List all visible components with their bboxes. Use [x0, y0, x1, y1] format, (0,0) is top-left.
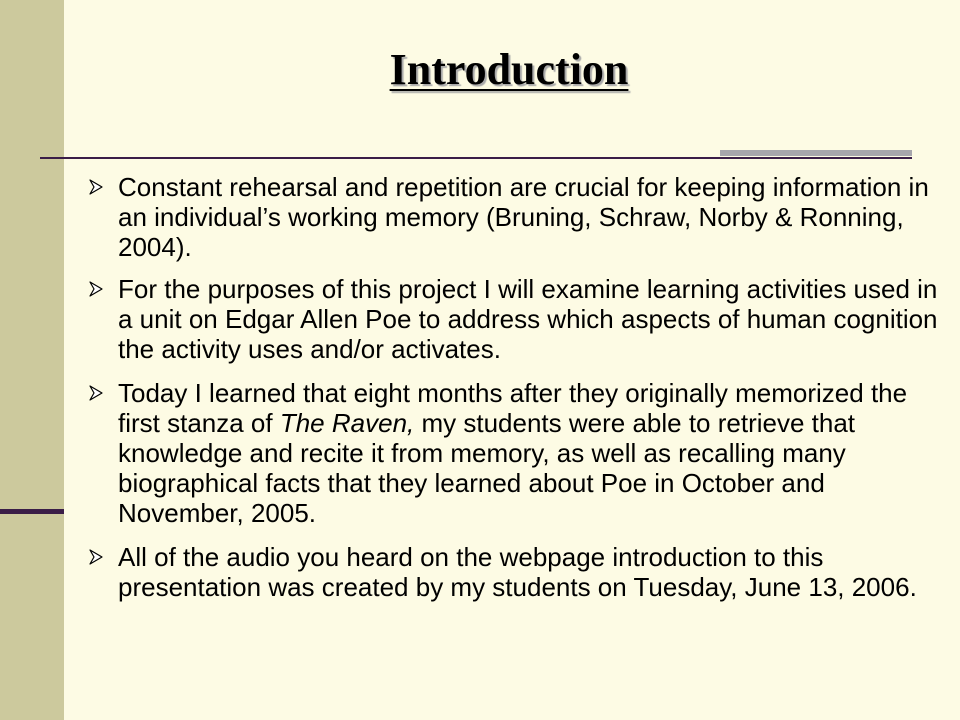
poem-title: The Raven, [279, 408, 415, 438]
left-side-bar [0, 0, 64, 720]
slide-title: Introduction [389, 45, 629, 94]
bullet-item [88, 172, 950, 262]
bullet-text: Constant rehearsal and repetition are crucial for keeping information in an individual’s working memory (Bruning, Schraw, Norby & Ronning, 2004). [118, 172, 929, 262]
arrow-bullet-icon [88, 542, 104, 572]
bullet-text: All of the audio you heard on the webpage introduction to this presentation was created by my students on Tuesday, June 13, 2006. [118, 542, 917, 602]
bullet-text [118, 378, 950, 528]
bullet-text-part: Today I learned that eight months after they originally memorized the first stanza of [118, 378, 908, 438]
bullet-item [88, 274, 950, 364]
bullet-text: For the purposes of this project I will examine learning activities used in a unit on Edgar Allen Poe to address which aspects of human cognition the activity uses and/or activates. [118, 274, 938, 364]
bullet-list [88, 172, 950, 614]
title-divider-rule [40, 157, 912, 159]
left-accent-rule [0, 509, 64, 514]
bullet-item [88, 542, 950, 602]
bullet-text-part: my students were able to retrieve that knowledge and recite it from memory, as well as recalling many biographical facts that they learned about Poe in October and November, 2005. [118, 408, 856, 528]
title-accent-rule [720, 150, 912, 156]
bullet-item [88, 378, 950, 528]
arrow-bullet-icon [88, 378, 104, 408]
arrow-bullet-icon [88, 274, 104, 304]
arrow-bullet-icon [88, 172, 104, 202]
